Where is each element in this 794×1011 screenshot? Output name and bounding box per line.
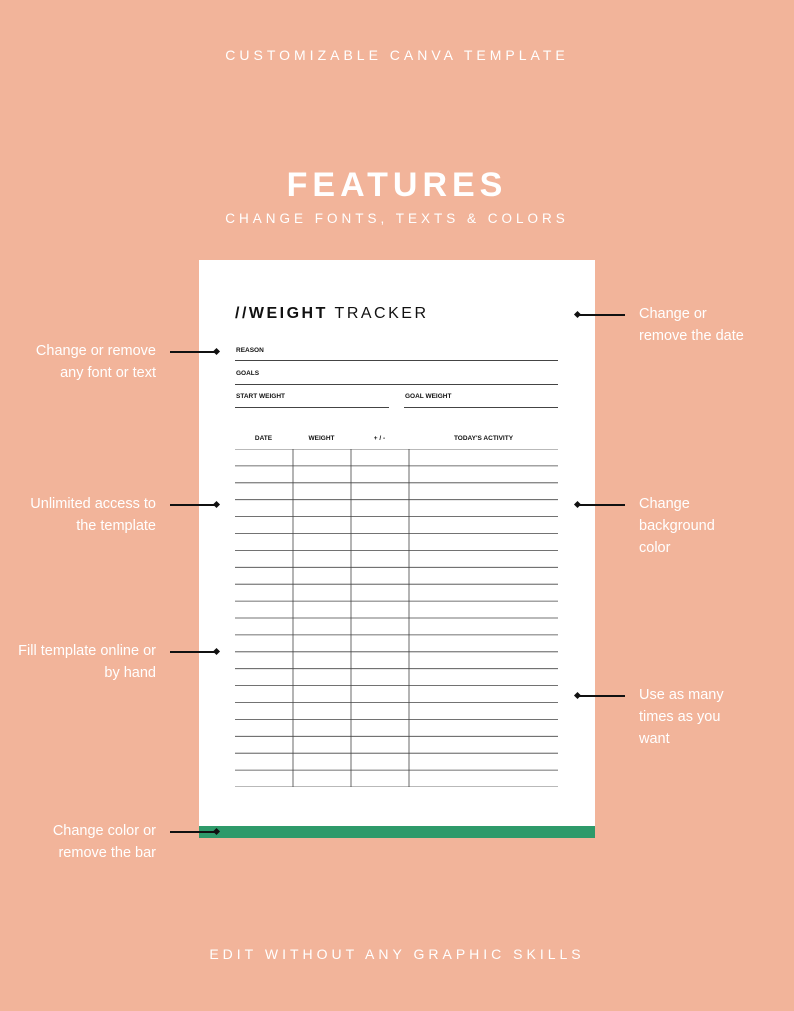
annotation-background: Change background color (639, 496, 715, 556)
pointer-line (170, 351, 217, 353)
green-footer-bar (199, 826, 595, 838)
reason-line (235, 360, 558, 361)
start-weight-line (235, 407, 389, 408)
annotation-reuse: Use as many times as you want (639, 687, 724, 747)
features-headline: FEATURES (286, 166, 508, 204)
annotation-date: Change or remove the date (639, 306, 744, 344)
annotation-fill: Fill template online or by hand (18, 643, 156, 681)
pointer-line (576, 695, 625, 697)
column-header-date: DATE (254, 435, 273, 442)
title-slashes: // (235, 305, 249, 322)
annotation-bar: Change color or remove the bar (52, 823, 156, 861)
reason-label: REASON (236, 347, 264, 354)
annotation-access: Unlimited access to the template (30, 496, 156, 534)
title-bold-word: WEIGHT (248, 305, 328, 322)
start-weight-label: START WEIGHT (236, 393, 285, 400)
pointer-line (576, 504, 625, 506)
weight-tracker-sheet (199, 260, 595, 838)
bottom-caption: EDIT WITHOUT ANY GRAPHIC SKILLS (209, 946, 585, 962)
column-header-change: + / - (373, 435, 386, 442)
pointer-line (170, 504, 217, 506)
sheet-title (235, 305, 429, 323)
goal-weight-line (404, 407, 558, 408)
tracker-grid (235, 449, 558, 787)
goal-weight-label: GOAL WEIGHT (405, 393, 452, 400)
goals-line (235, 384, 558, 385)
title-rest-word: TRACKER (334, 305, 429, 322)
column-header-weight: WEIGHT (308, 435, 335, 442)
goals-label: GOALS (236, 370, 260, 377)
features-subtitle: CHANGE FONTS, TEXTS & COLORS (225, 211, 569, 226)
pointer-line (576, 314, 625, 316)
pointer-line (170, 831, 217, 833)
pointer-line (170, 651, 217, 653)
top-caption: CUSTOMIZABLE CANVA TEMPLATE (225, 47, 569, 63)
annotation-fonts: Change or remove any font or text (35, 343, 156, 381)
column-header-activity: TODAY'S ACTIVITY (453, 435, 514, 442)
